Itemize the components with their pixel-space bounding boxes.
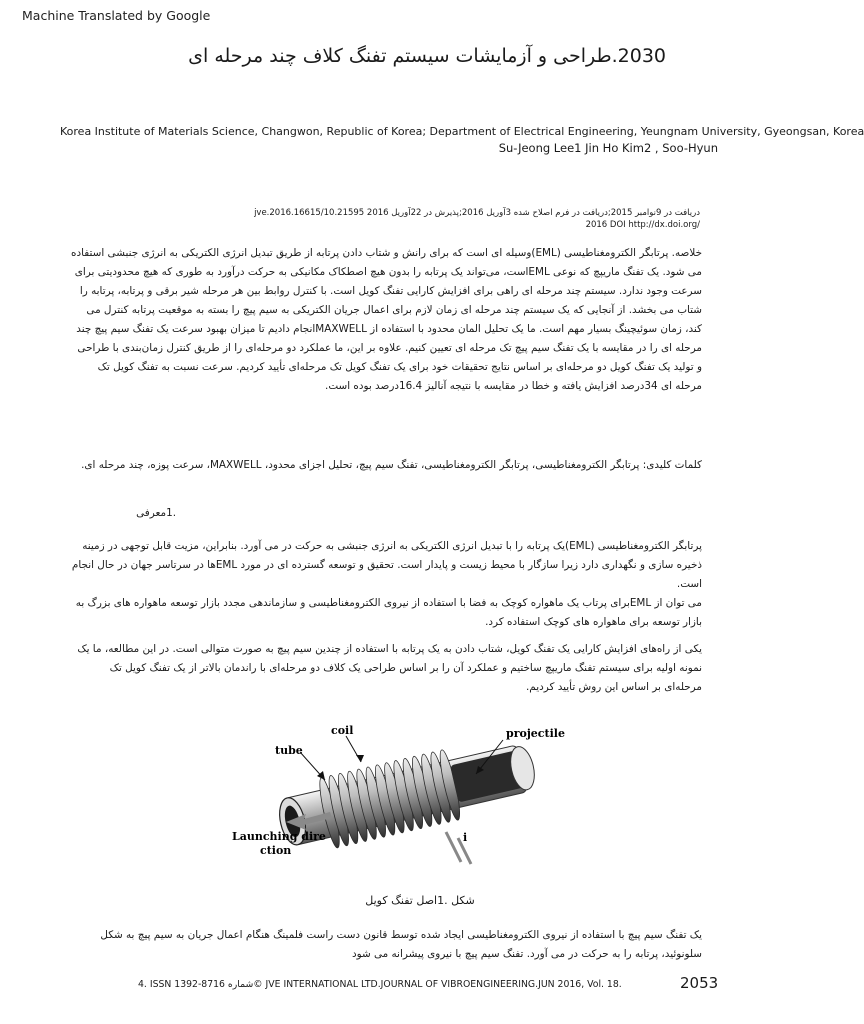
authors: Su-Jeong Lee1 Jin Ho Kim2 , Soo-Hyun xyxy=(498,141,718,155)
current-wire-1 xyxy=(446,832,461,862)
label-projectile: projectile xyxy=(506,727,565,740)
intro-paragraph-1: پرتابگر الکترومغناطیسی (EML)یک پرتابه را با تبدیل انرژی الکتریکی به انرژی جنبشی به حرکت در می آورد. بنابراین، مزیت قابل توجهی در زمینه ذخیره سازی و نگهداری دارد زیرا سازگار با محیط زیست و پایدار است. تحقیق و توسعه گسترده ای در مورد EMLها در سرتاسر جهان در حال انجام است. می توان از EMLبرای پرتاب یک ماهواره کوچک به فضا با استفاده از نیروی الکترومغناطیسی و سازماندهی مجدد بازار توسعه ماهواره های بزرگ به بازار توسعه برای ماهواره های کوچک استفاده کرد. xyxy=(71,540,702,628)
label-coil: coil xyxy=(331,724,354,737)
doi-line: 2016 DOI http://dx.doi.org/ xyxy=(585,220,700,230)
abstract: خلاصه. پرتابگر الکترومغناطیسی (EML)وسیله ای است که برای رانش و شتاب دادن پرتابه از طریق تبدیل انرژی الکتریکی به انرژی جنبشی استفاده می شود. یک تفنگ ماریپچ که نوعی EMLاست، می‌تواند یک پرتابه را بدون هیچ اصطکاک مکانیکی به حرکت درآورد به طوری که هیچ محدودیتی برای سرعت وجود ندارد. سیستم چند مرحله ای راهی برای افزایش کارایی تفنگ کویل است. با کنترل روابط بین هر مرحله شیر برقی و پرتابه، پرتابه را شتاب می بخشد. از آنجایی که یک سیستم چند مرحله ای زمان لازم برای اعمال جریان الکتریکی به سیم پیچ را بسته به موقعیت پرتابه کنترل می کند، زمان سوئیچینگ بسیار مهم است. ما یک تحلیل المان محدود با استفاده از MAXWELLانجام دادیم تا میزان بهبود سرعت یک تفنگ سیم پیچ چند مرحله ای را در مقایسه با یک تفنگ سیم پیچ تک مرحله ای تعیین کنیم. علاوه بر این، ما عملکرد دو مرحله‌ای را از طریق کنترل زمان‌بندی با طراحی و تولید یک تفنگ کویل دو مرحله‌ای بر اساس نتایج تحقیقات خود برای یک تفنگ کویل تک مرحله‌ای تأیید کردیم. سرعت نسبت به تفنگ کویل تک مرحله ای 34درصد افزایش یافته و خطا در مقایسه با نتیجه آنالیز 16.4درصد بوده است. xyxy=(71,247,702,392)
paper-title: 2030.طراحی و آزمایشات سیستم تفنگ کلاف چند مرحله ای xyxy=(188,45,666,67)
label-current-i: i xyxy=(463,831,468,844)
affiliations: Korea Institute of Materials Science, Changwon, Republic of Korea; Department of Electrical Engineering, Yeungnam University, Gyeongsan, Korea xyxy=(60,125,864,138)
coilgun-figure xyxy=(228,718,568,886)
received-dates: دریافت در 9نوامبر 2015;دریافت در فرم اصلاح شده 3آوریل 2016;پذیرش در 22آوریل 2016 10.21595/jve.2016.16615 xyxy=(254,208,700,218)
figure-caption: شکل .1اصل تفنگ کویل xyxy=(365,894,475,907)
keywords: کلمات کلیدی: پرتابگر الکترومغناطیسی، پرتابگر الکترومغناطیسی، تفنگ سیم پیچ، تحلیل اجزای محدود، MAXWELL، سرعت پوزه، چند مرحله ای. xyxy=(81,459,702,471)
label-launching-direction-1: Launching dire xyxy=(232,830,326,843)
label-launching-direction-2: ction xyxy=(260,844,292,857)
page-number: 2053 xyxy=(680,974,719,992)
intro-paragraph-2: یکی از راه‌های افزایش کارایی یک تفنگ کویل، شتاب دادن به یک پرتابه با استفاده از چندین سیم پیچ به صورت متوالی است. در این مطالعه، ما یک نمونه اولیه برای سیستم تفنگ ماریپچ ساختیم و عملکرد آن را بر اساس طراحی یک کلاف دو مرحله‌ای با راندمان بالاتر از یک تفنگ کویل تک مرحله‌ای بر اساس این روش تأیید کردیم. xyxy=(77,643,702,693)
body-paragraph: یک تفنگ سیم پیچ با استفاده از نیروی الکترومغناطیسی ایجاد شده توسط قانون دست راست فلمینگ هنگام اعمال جریان به سیم پیچ به شکل سلونوئید، پرتابه را به حرکت در می آورد. تفنگ سیم پیچ با نیروی پیشرانه می شود xyxy=(100,929,702,960)
label-tube: tube xyxy=(275,744,303,757)
section-heading-introduction: .1معرفی xyxy=(136,507,176,519)
coil-windings xyxy=(316,749,463,849)
translation-banner: Machine Translated by Google xyxy=(22,8,211,23)
journal-footer: 4. ISSN 1392-8716 شماره© JVE INTERNATIONAL LTD.JOURNAL OF VIBROENGINEERING.JUN 2016, Vol. 18. xyxy=(138,979,622,990)
